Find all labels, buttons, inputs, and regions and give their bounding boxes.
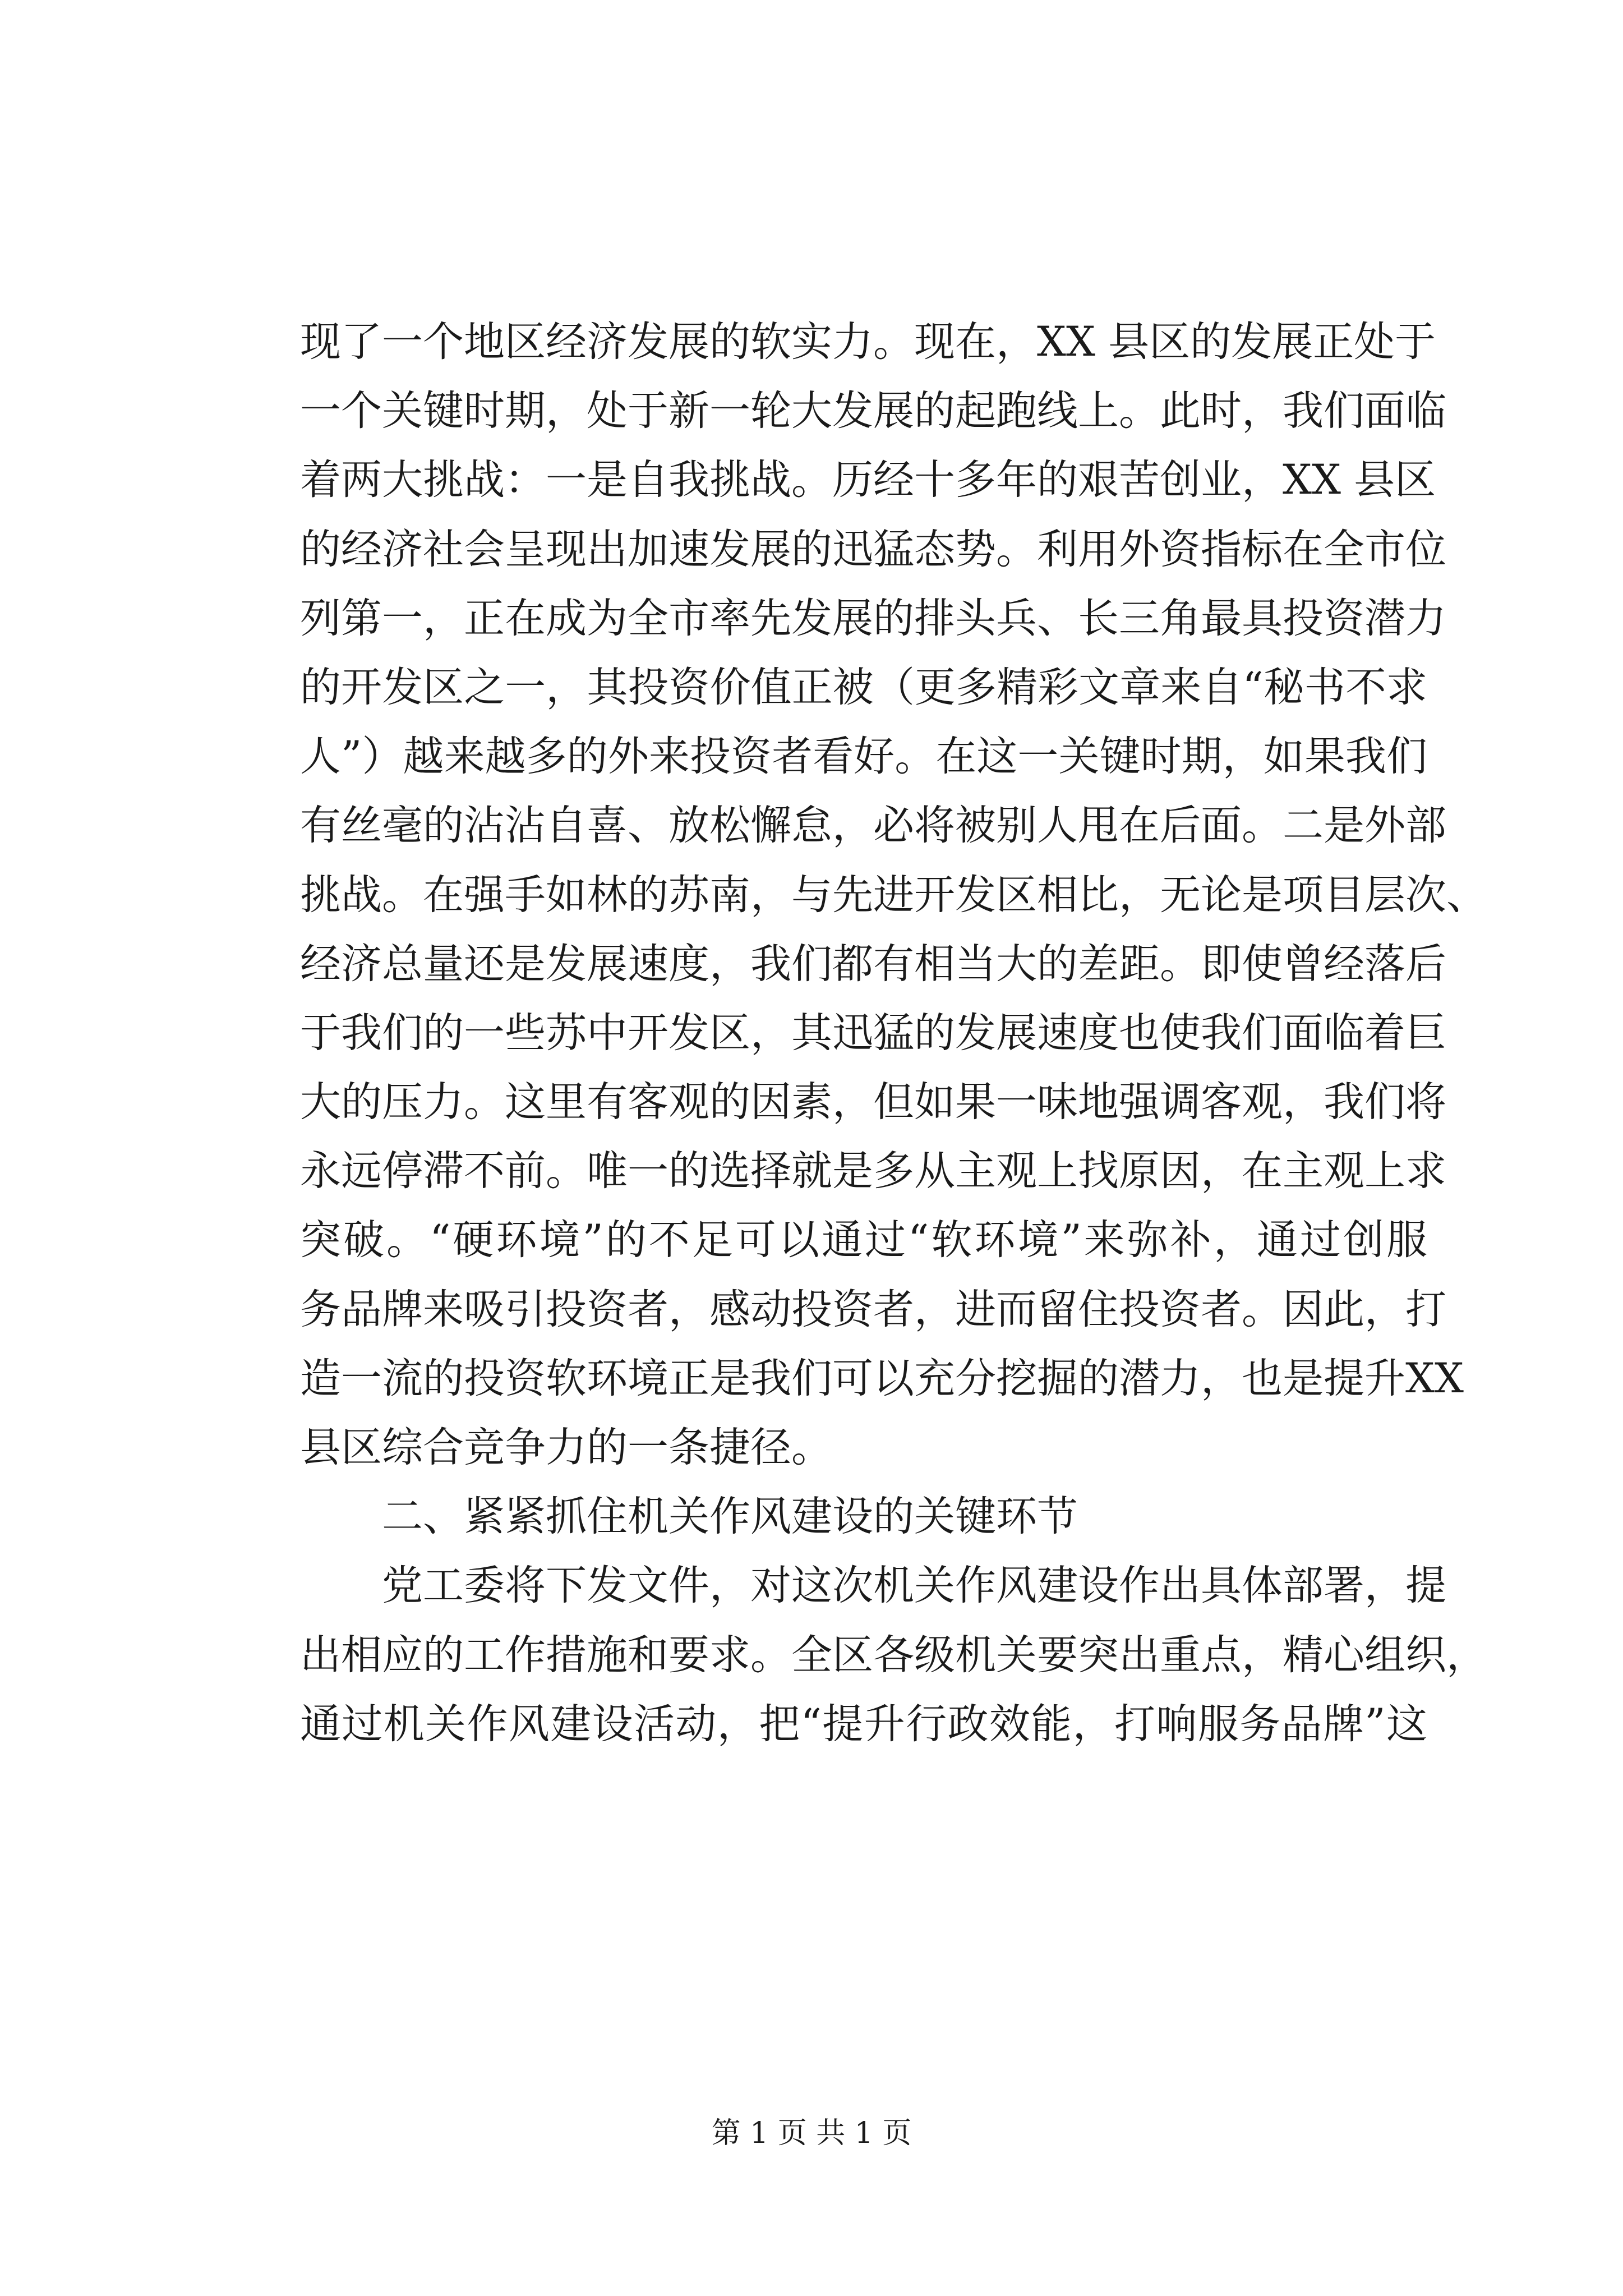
text-line: 通过机关作风建设活动，把“提升行政效能，打响服务品牌”这 — [300, 1700, 1427, 1748]
text-line: 务品牌来吸引投资者，感动投资者，进而留住投资者。因此，打 — [300, 1285, 1446, 1333]
text-line: 造一流的投资软环境正是我们可以充分挖掘的潜力，也是提升XX — [300, 1354, 1464, 1402]
text-line: 出相应的工作措施和要求。全区各级机关要突出重点，精心组织， — [300, 1631, 1487, 1679]
text-line: 大的压力。这里有客观的因素，但如果一味地强调客观，我们将 — [300, 1078, 1446, 1126]
text-line: 突破。“硬环境”的不足可以通过“软环境”来弥补，通过创服 — [300, 1216, 1427, 1264]
text-line: 永远停滞不前。唯一的选择就是多从主观上找原因，在主观上求 — [300, 1147, 1446, 1195]
text-line: 的开发区之一，其投资价值正被（更多精彩文章来自“秘书不求 — [300, 663, 1427, 711]
text-line: 于我们的一些苏中开发区，其迅猛的发展速度也使我们面临着巨 — [300, 1009, 1446, 1057]
text-line: 一个关键时期，处于新一轮大发展的起跑线上。此时，我们面临 — [300, 387, 1446, 435]
text-line: 现了一个地区经济发展的软实力。现在，XX 县区的发展正处于 — [300, 318, 1436, 366]
text-line: 人”）越来越多的外来投资者看好。在这一关键时期，如果我们 — [300, 733, 1427, 781]
page-footer: 第 1 页 共 1 页 — [711, 2116, 912, 2150]
text-line: 有丝毫的沾沾自喜、放松懈怠，必将被别人甩在后面。二是外部 — [300, 802, 1446, 850]
text-line: 列第一，正在成为全市率先发展的排头兵、长三角最具投资潜力 — [300, 594, 1446, 642]
text-line: 挑战。在强手如林的苏南，与先进开发区相比，无论是项目层次、 — [300, 871, 1487, 919]
text-line: 的经济社会呈现出加速发展的迅猛态势。利用外资指标在全市位 — [300, 525, 1446, 573]
text-line: 县区综合竞争力的一条捷径。 — [300, 1424, 832, 1471]
document-body — [300, 307, 1487, 1759]
text-line: 经济总量还是发展速度，我们都有相当大的差距。即使曾经落后 — [300, 940, 1446, 988]
text-line: 党工委将下发文件，对这次机关作风建设作出具体部署，提 — [382, 1562, 1446, 1610]
section-heading: 二、紧紧抓住机关作风建设的关键环节 — [382, 1493, 1078, 1541]
text-line: 着两大挑战：一是自我挑战。历经十多年的艰苦创业，XX 县区 — [300, 456, 1436, 504]
